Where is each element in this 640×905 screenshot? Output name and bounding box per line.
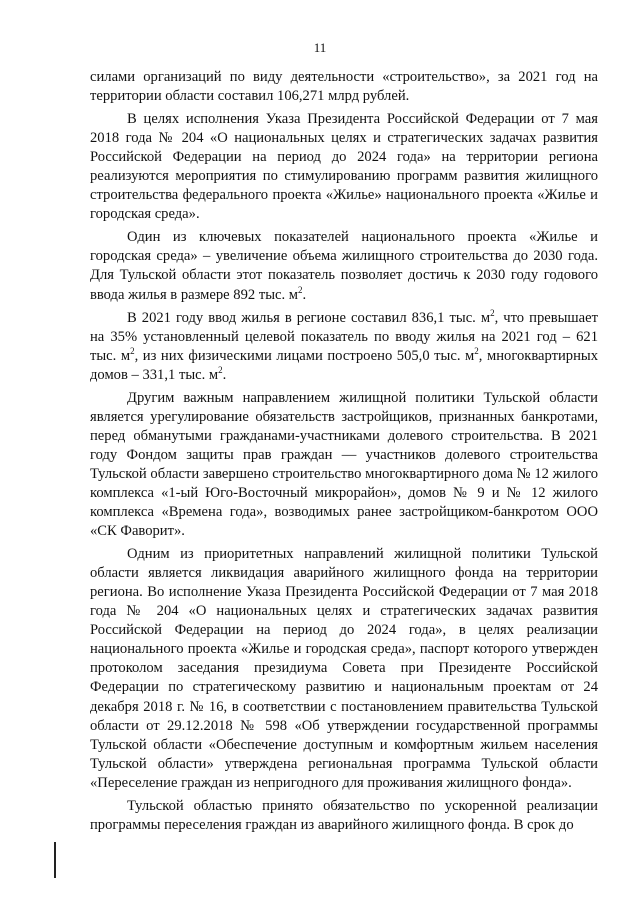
text-fragment: Один из ключевых показателей национального проекта «Жилье и городская среда» – увеличение объема жилищного строительства до 2030 года. Для Тульской области этот показатель позволяет достичь к 2030 году годового ввода жилья в размере 892 тыс. м xyxy=(90,229,598,303)
paragraph-developer-obligations: Другим важным направлением жилищной политики Тульской области является урегулирование обязательств застройщиков, признанных банкротами, перед обманутыми гражданами-участниками долевого строительства. В 2021 году Фондом защиты прав граждан — участников долевого строительства Тульской области завершено строительство многоквартирного дома № 12 жилого комплекса «1-ый Юго-Восточный микрорайон», домов № 9 и № 12 жилого комплекса «Времена года», возводимых ранее застройщиком-банкротом ООО «СК Фаворит». xyxy=(90,389,598,540)
superscript: 2 xyxy=(490,307,495,318)
superscript: 2 xyxy=(218,364,223,375)
paragraph-resettlement: Тульской областью принято обязательство по ускоренной реализации программы переселения граждан из аварийного жилищного фонда. В срок до xyxy=(90,797,598,833)
superscript: 2 xyxy=(474,345,479,356)
margin-mark xyxy=(54,842,56,878)
superscript: 2 xyxy=(130,345,135,356)
paragraph-decree-goals: В целях исполнения Указа Президента Российской Федерации от 7 мая 2018 года № 204 «О национальных целях и стратегических задачах развития Российской Федерации на период до 2024 года» на территории региона реализуются мероприятия по стимулированию программ развития жилищного строительства федерального проекта «Жилье» национального проекта «Жилье и городская среда». xyxy=(90,111,598,223)
text-fragment: . xyxy=(222,366,227,383)
document-body xyxy=(90,68,598,835)
text-fragment: . xyxy=(302,286,307,303)
page-number: 11 xyxy=(313,40,327,55)
paragraph-emergency-housing: Одним из приоритетных направлений жилищной политики Тульской области является ликвидация аварийного жилищного фонда на территории региона. Во исполнение Указа Президента Российской Федерации от 7 мая 2018 года № 204 «О национальных целях и стратегических задачах развития Российской Федерации на период до 2024 года», в целях реализации национального проекта «Жилье и городская среда», паспорт которого утвержден протоколом заседания президиума Совета при Президенте Российской Федерации по стратегическому развитию и национальным проектам от 24 декабря 2018 г. № 16, в соответствии с постановлением правительства Тульской области от 29.12.2018 № 598 «Об утверждении государственной программы Тульской области «Обеспечение доступным и комфортным жильем населения Тульской области» утверждена региональная программа Тульской области «Переселение граждан из непригодного для проживания жилищного фонда». xyxy=(90,546,598,791)
text-fragment: , из них физическими лицами построено 505,0 тыс. м xyxy=(134,347,475,364)
text-fragment: , многоквартирных домов – 331,1 тыс. м xyxy=(90,347,599,383)
paragraph-continuation: силами организаций по виду деятельности «строительство», за 2021 год на территории области составил 106,271 млрд рублей. xyxy=(90,69,598,105)
text-fragment: В 2021 году ввод жилья в регионе составил 836,1 тыс. м xyxy=(127,309,491,326)
text-fragment: , что превышает на 35% установленный целевой показатель по вводу жилья на 2021 год – 621 тыс. м xyxy=(90,309,598,364)
paragraph-key-indicator xyxy=(90,228,598,304)
superscript: 2 xyxy=(298,284,303,295)
paragraph-housing-2021 xyxy=(90,309,598,385)
